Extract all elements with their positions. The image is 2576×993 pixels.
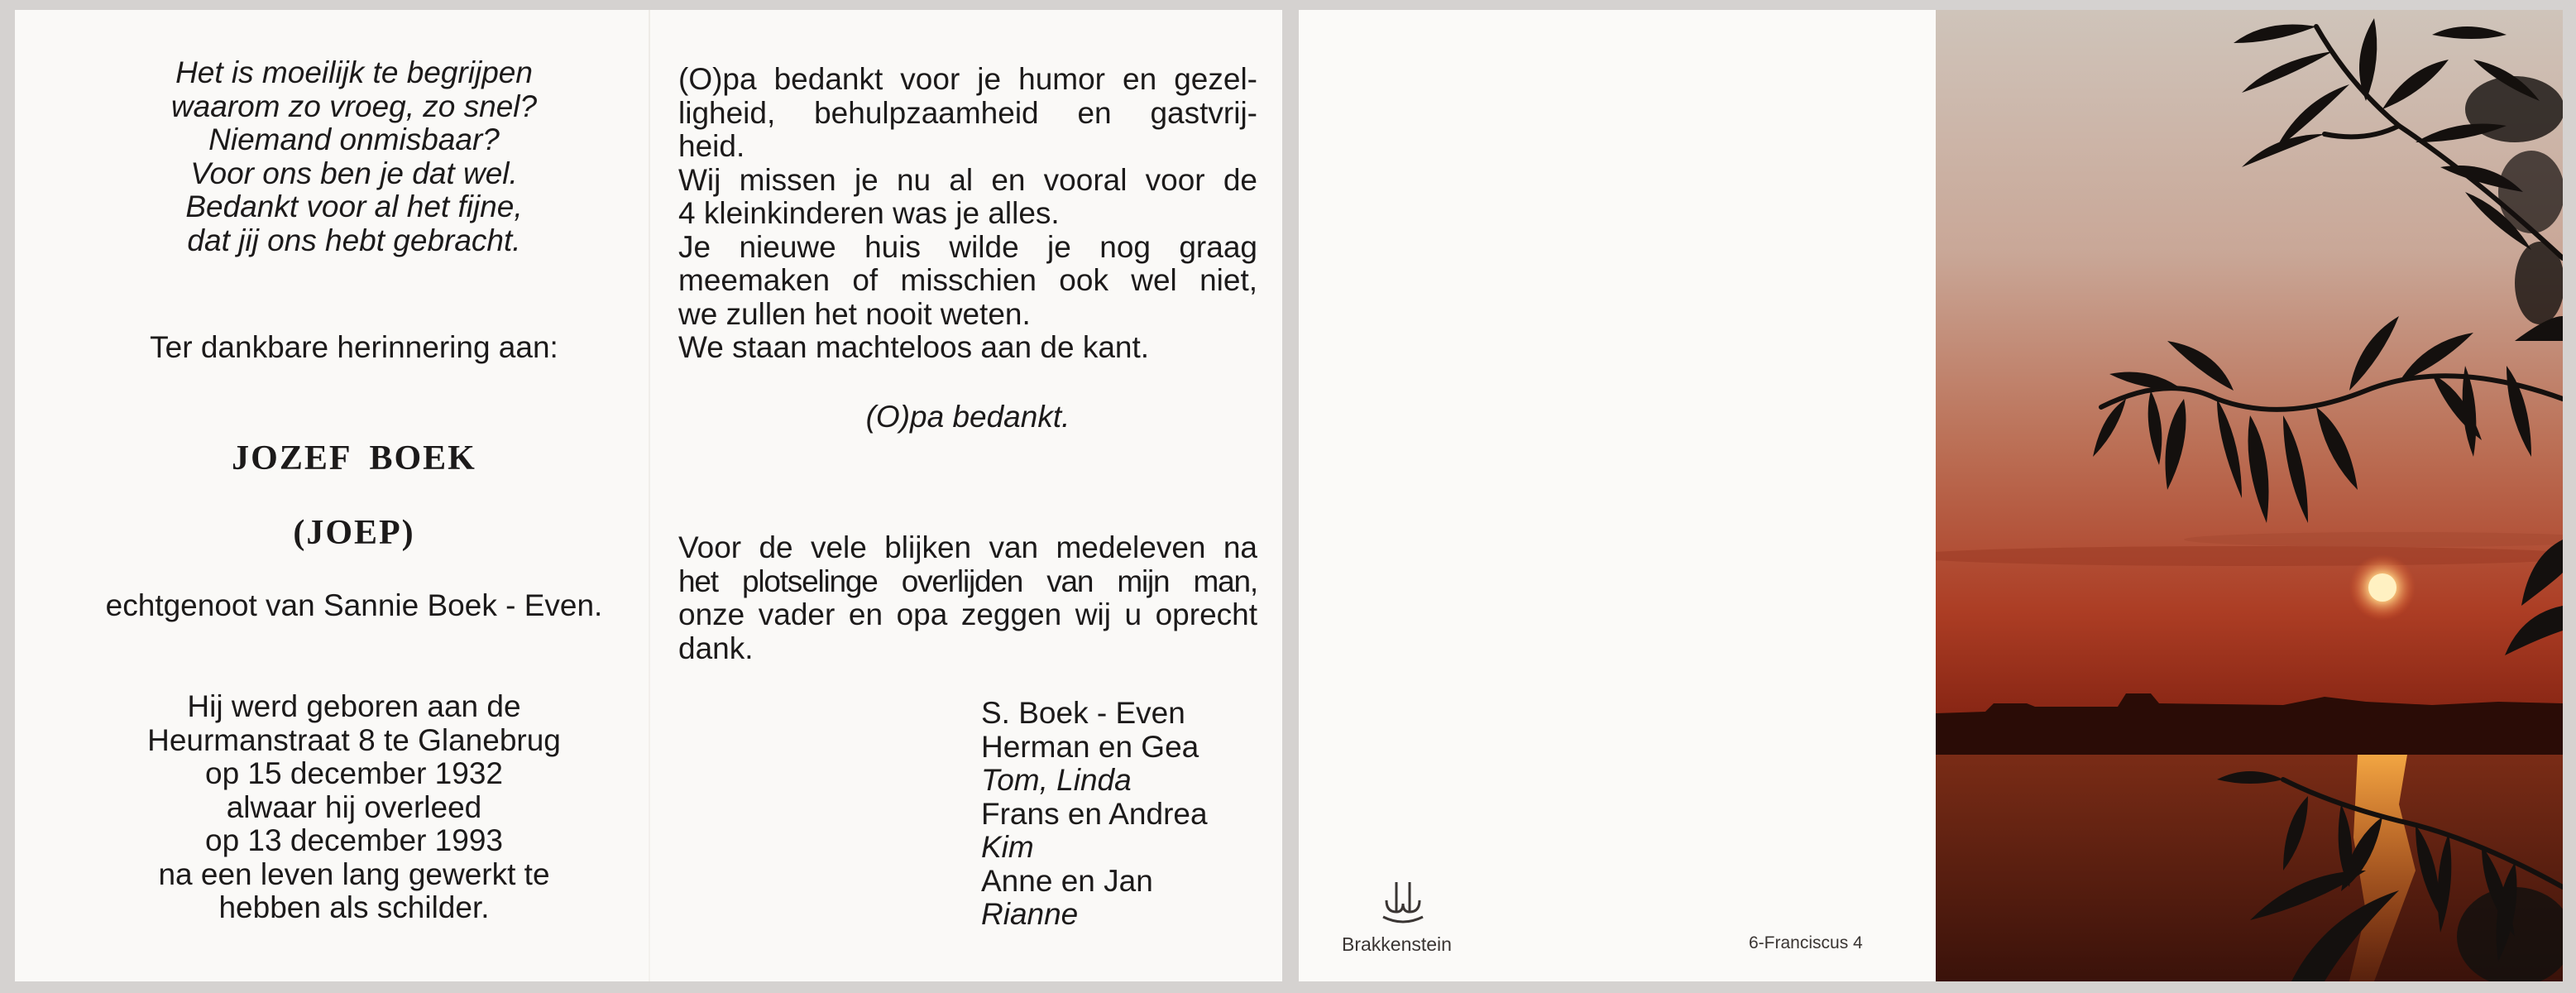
poem-line: Het is moeilijk te begrijpen — [175, 55, 533, 89]
gratitude-line: dank. — [678, 631, 754, 665]
remembrance-intro: Ter dankbare herinnering aan: — [150, 330, 558, 364]
signature-line: S. Boek - Even — [981, 696, 1185, 730]
signature-line: Herman en Gea — [981, 729, 1199, 764]
signature-line: Rianne — [981, 897, 1079, 931]
signature-line: Tom, Linda — [981, 763, 1132, 797]
signature-line: Anne en Jan — [981, 863, 1153, 898]
deceased-nickname: (JOEP) — [293, 514, 415, 552]
thanks-line: (O)pa bedankt. — [865, 400, 1070, 434]
poem — [65, 56, 644, 257]
message-line: 4 kleinkinderen was je alles. — [678, 196, 1060, 230]
brakkenstein-logo — [1378, 879, 1428, 929]
poem-line: Voor ons ben je dat wel. — [190, 156, 518, 190]
signatures — [981, 697, 1262, 932]
message-line: We staan machteloos aan de kant. — [678, 330, 1150, 364]
spouse-line: echtgenoot van Sannie Boek - Even. — [105, 588, 603, 622]
gratitude-line: onze vader en opa zeggen wij u oprecht — [678, 597, 1257, 631]
signature-line: Kim — [981, 830, 1034, 864]
message-line: meemaken of misschien ook wel niet, — [678, 263, 1257, 297]
message-line: ligheid, behulpzaamheid en gastvrij- — [678, 95, 1257, 130]
outer-card — [1299, 10, 2563, 981]
biography-line: alwaar hij overleed — [226, 789, 482, 824]
biography-line: op 15 december 1932 — [205, 756, 503, 790]
tribute-message — [678, 63, 1257, 365]
poem-line: dat jij ons hebt gebracht. — [187, 223, 521, 257]
inner-card — [15, 10, 1282, 981]
message-line: Je nieuwe huis wilde je nog graag — [678, 229, 1257, 264]
publisher-logo-icon — [1378, 879, 1428, 925]
gratitude-line: het plotselinge overlijden van mijn man, — [678, 564, 1257, 598]
publisher-name: Brakkenstein — [1342, 933, 1452, 955]
signature-line: Frans en Andrea — [981, 796, 1208, 831]
message-line: heid. — [678, 129, 745, 163]
deceased-name: JOZEF BOEK — [232, 439, 476, 477]
message-line: (O)pa bedankt voor je humor en gezel- — [678, 62, 1257, 96]
sunset-willow-image — [1936, 10, 2563, 981]
poem-line: Bedankt voor al het fijne, — [185, 189, 523, 223]
biography — [65, 690, 644, 925]
card-code: 6-Franciscus 4 — [1749, 933, 1863, 952]
poem-line: Niemand onmisbaar? — [208, 122, 500, 156]
biography-line: Hij werd geboren aan de — [187, 689, 521, 723]
message-line: we zullen het nooit weten. — [678, 296, 1031, 331]
gratitude-line: Voor de vele blijken van medeleven na — [678, 530, 1257, 564]
biography-line: na een leven lang gewerkt te — [158, 856, 550, 891]
gratitude-message — [678, 531, 1257, 665]
biography-line: op 13 december 1993 — [205, 823, 503, 857]
biography-line: Heurmanstraat 8 te Glanebrug — [147, 722, 561, 757]
sunset-photo — [1936, 10, 2563, 981]
biography-line: hebben als schilder. — [218, 890, 490, 924]
message-line: Wij missen je nu al en vooral voor de — [678, 162, 1257, 197]
poem-line: waarom zo vroeg, zo snel? — [170, 89, 538, 123]
